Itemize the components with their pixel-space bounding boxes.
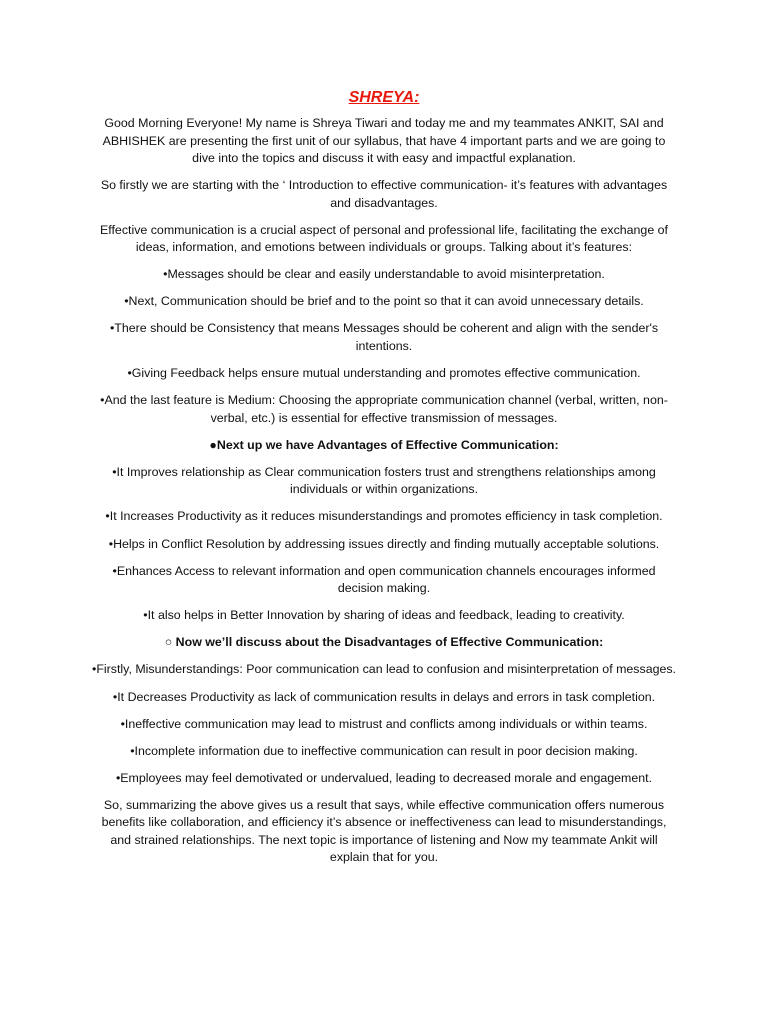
body-paragraph: •Enhances Access to relevant information and open communication channels encourages informed decision making. (112, 563, 656, 596)
body-paragraph: •It also helps in Better Innovation by sharing of ideas and feedback, leading to creativity. (143, 608, 625, 623)
body-paragraph: Good Morning Everyone! My name is Shreya Tiwari and today me and my teammates ANKIT, SAI and ABHISHEK are presenting the first unit of our syllabus, that have 4 important parts and we are going to dive into the topics and discuss it with easy and impactful explanation. (102, 116, 666, 165)
section-heading-paragraph: ○ Now we’ll discuss about the Disadvantages of Effective Communication: (164, 635, 604, 650)
body-paragraph: •It Improves relationship as Clear communication fosters trust and strengthens relationships among individuals or within organizations. (112, 464, 656, 497)
body-paragraph: Effective communication is a crucial aspect of personal and professional life, facilitating the exchange of ideas, information, and emotions between individuals or groups. Talking about it’s features: (100, 222, 668, 255)
body-paragraph: •It Decreases Productivity as lack of communication results in delays and errors in task completion. (112, 689, 656, 704)
body-paragraph: •Incomplete information due to ineffective communication can result in poor decision making. (130, 743, 638, 758)
speaker-heading: SHREYA: (348, 89, 420, 106)
section-heading-paragraph: ●Next up we have Advantages of Effective Communication: (209, 437, 559, 452)
body-paragraph: So, summarizing the above gives us a result that says, while effective communication offers numerous benefits like collaboration, and efficiency it’s absence or ineffectiveness can lead to misunderstandings, and strained relationships. The next topic is importance of listening and Now my teammate Ankit will explain that for you. (101, 797, 667, 865)
body-paragraph: •Firstly, Misunderstandings: Poor communication can lead to confusion and misinterpretation of messages. (92, 662, 676, 677)
body-paragraph: •Giving Feedback helps ensure mutual understanding and promotes effective communication. (127, 366, 641, 381)
body-paragraph: So firstly we are starting with the ‘ Introduction to effective communication- it’s features with advantages and disadvantages. (100, 178, 668, 210)
body-paragraph: •It Increases Productivity as it reduces misunderstandings and promotes efficiency in task completion. (105, 509, 663, 524)
body-paragraph: •Ineffective communication may lead to mistrust and conflicts among individuals or within teams. (120, 716, 648, 731)
body-paragraph: •Messages should be clear and easily understandable to avoid misinterpretation. (163, 267, 605, 282)
body-paragraph: •And the last feature is Medium: Choosing the appropriate communication channel (verbal, written, non-verbal, etc.) is essential for effective transmission of messages. (100, 393, 668, 425)
body-paragraph: •Helps in Conflict Resolution by addressing issues directly and finding mutually acceptable solutions. (108, 536, 660, 551)
body-paragraph: •Next, Communication should be brief and to the point so that it can avoid unnecessary details. (124, 294, 644, 309)
paragraph-list (90, 115, 678, 867)
body-paragraph: •Employees may feel demotivated or undervalued, leading to decreased morale and engagement. (115, 770, 653, 785)
body-paragraph: •There should be Consistency that means Messages should be coherent and align with the sender's intentions. (109, 321, 659, 353)
document-page (90, 87, 678, 876)
